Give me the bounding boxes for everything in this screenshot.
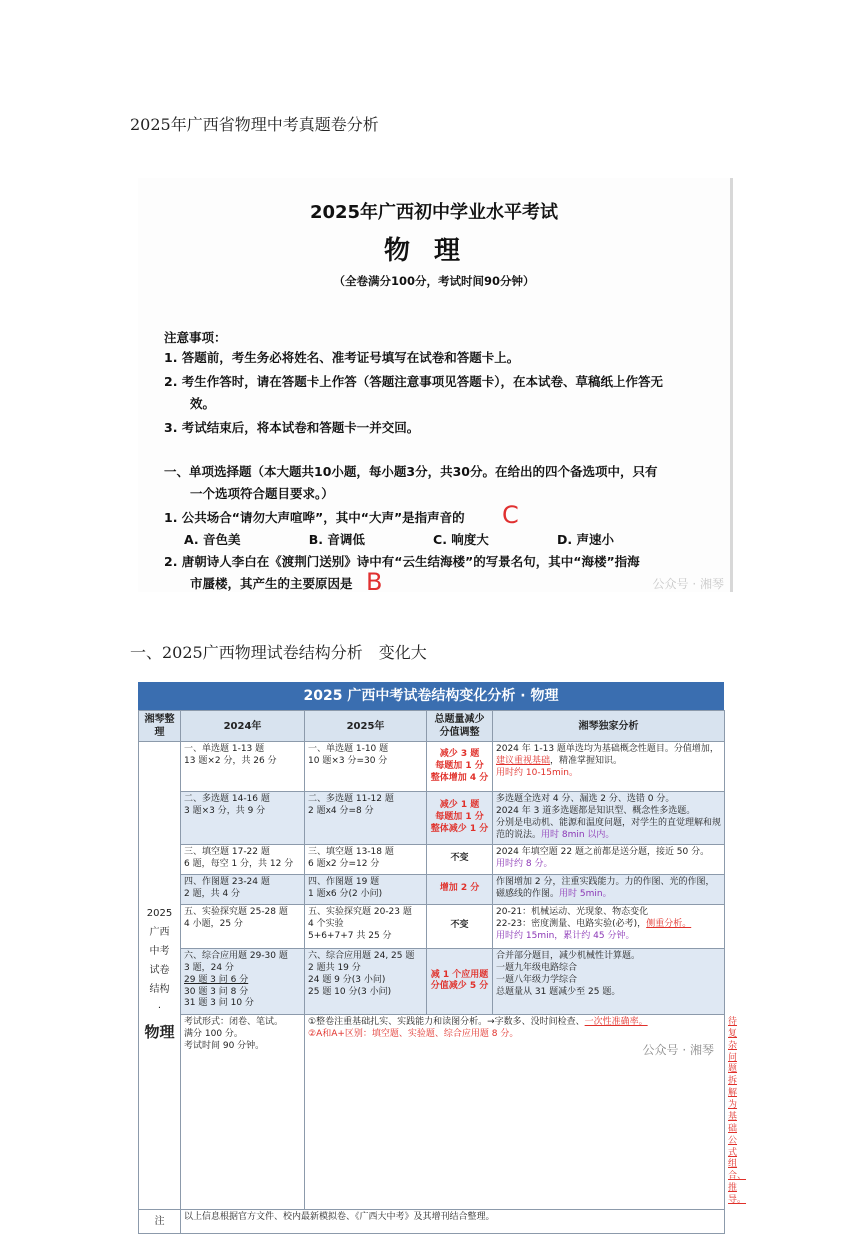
note-2b: 效。 xyxy=(190,396,216,411)
table-row: 六、综合应用题 29-30 题 3 题，24 分 29 题 3 问 6 分 30 题 3 问 8 分 31 题 3 问 10 分 六、综合应用题 24, 25 题 2 题共 19 分 24 题 9 分(3 小问) 25 题 10 分(3 小问) 减 1 个应用题 分值减少 5 分 合并部分题目，减少机械性计算题。 一题九年级电路综合 一题八年级力学综合 总题量从 31 题减少至 25 题。 xyxy=(139,948,725,1014)
note-2a: 2. 考生作答时，请在答题卡上作答（答题注意事项见答题卡），在本试卷、草稿纸上作答无 xyxy=(164,374,664,389)
paper-subtitle: （全卷满分100分，考试时间90分钟） xyxy=(333,274,535,288)
paper-subject: 物理 xyxy=(383,236,484,266)
table-row: 四、作图题 23-24 题 2 题，共 4 分 四、作图题 19 题 1 题x6 分(2 小问) 增加 2 分 作图增加 2 分，注重实践能力。力的作图、光的作图，磁感线的作图。用时 5min。 xyxy=(139,874,725,904)
side-label: 2025 广西 中考 试卷 结构 · 物理 xyxy=(139,742,181,1210)
table-row: 三、填空题 17-22 题 6 题，每空 1 分，共 12 分 三、填空题 13-18 题 6 题x2 分=12 分 不变 2024 年填空题 22 题之前都是送分题，接近 50 分。 用时约 8 分。 xyxy=(139,844,725,874)
table-row-note: 注 以上信息根据官方文件、校内最新模拟卷、《广西大中考》及其增刊结合整理。 xyxy=(139,1209,725,1233)
section-a: 一、单项选择题（本大题共10小题，每小题3分，共30分。在给出的四个备选项中，只有 xyxy=(164,464,658,479)
q1-option-d: D. 声速小 xyxy=(557,532,614,547)
table-row: 五、实验探究题 25-28 题 4 小题，25 分 五、实验探究题 20-23 题 4 个实验 5+6+7+7 共 25 分 不变 20-21：机械运动、光现象、物态变化 22-23：密度测量、电路实验(必考)，侧重分析。 用时约 15min，累计约 45 分钟。 xyxy=(139,904,725,948)
q1-option-b: B. 音调低 xyxy=(308,532,365,547)
analysis-table xyxy=(138,710,747,1234)
question-2b: 市蜃楼，其产生的主要原因是 xyxy=(190,576,353,591)
q1-answer-mark: C xyxy=(502,501,519,529)
question-2a: 2. 唐朝诗人李白在《渡荆门送别》诗中有“云生结海楼”的写景名句，其中“海楼”指海 xyxy=(164,554,640,569)
table-banner: 2025 广西中考试卷结构变化分析 · 物理 xyxy=(138,682,724,710)
paper-watermark: 公众号 · 湘琴 xyxy=(652,577,724,591)
note-3: 3. 考试结束后，将本试卷和答题卡一并交回。 xyxy=(164,420,420,435)
page-title: 2025年广西省物理中考真题卷分析 xyxy=(130,115,379,134)
header-change: 总题量减少分值调整 xyxy=(427,711,493,742)
question-1: 1. 公共场合“请勿大声喧哗”，其中“大声”是指声音的 xyxy=(164,510,465,525)
section-heading: 一、2025广西物理试卷结构分析 变化大 xyxy=(130,643,427,662)
table-row: 二、多选题 14-16 题 3 题×3 分，共 9 分 二、多选题 11-12 题 2 题x4 分=8 分 减少 1 题 每题加 1 分 整体减少 1 分 多选题全选对 4 分、漏选 2 分、选错 0 分。 2024 年 3 道多选题都是知识型、概念性多选题。 分别是电动机、能源和温度问题，对学生的直觉理解和规范的说法。用时 8min 以内。 xyxy=(139,792,725,845)
exam-paper-image xyxy=(138,178,733,596)
analysis-table-image xyxy=(138,682,747,1227)
q1-option-c: C. 响度大 xyxy=(433,532,489,547)
header-analysis: 湘琴独家分析 xyxy=(493,711,725,742)
paper-title: 2025年广西初中学业水平考试 xyxy=(309,202,559,223)
header-2024: 2024年 xyxy=(181,711,305,742)
table-row-form: 考试形式：闭卷、笔试。 满分 100 分。 考试时间 90 分钟。 ①整卷注重基础扎实、实践能力和读图分析。→字数多、没时间检查、一次性准确率。 ②A和A+区别：填空题、实验题、综合应用题 8 分。 待复杂问题拆解为基础公式组合、推导。 xyxy=(139,1014,725,1209)
header-2025: 2025年 xyxy=(305,711,427,742)
notes-heading: 注意事项： xyxy=(164,330,227,345)
note-1: 1. 答题前，考生务必将姓名、准考证号填写在试卷和答题卡上。 xyxy=(164,350,520,365)
header-corner: 湘琴整理 xyxy=(139,711,181,742)
section-b: 一个选项符合题目要求。） xyxy=(190,486,334,501)
q2-answer-mark: B xyxy=(366,568,383,596)
table-row: 2025 广西 中考 试卷 结构 · 物理 一、单选题 1-13 题 13 题×2 分，共 26 分 一、单选题 1-10 题 10 题×3 分=30 分 减少 3 题 每题加 1 分 整体增加 4 分 2024 年 1-13 题单选均为基础概念性题目。分值增加，建议重视基础，精准掌握知识。 用时约 10-15min。 xyxy=(139,742,725,792)
q1-option-a: A. 音色美 xyxy=(184,532,241,547)
q1-options xyxy=(184,530,614,548)
table-watermark: 公众号 · 湘琴 xyxy=(642,1043,714,1057)
